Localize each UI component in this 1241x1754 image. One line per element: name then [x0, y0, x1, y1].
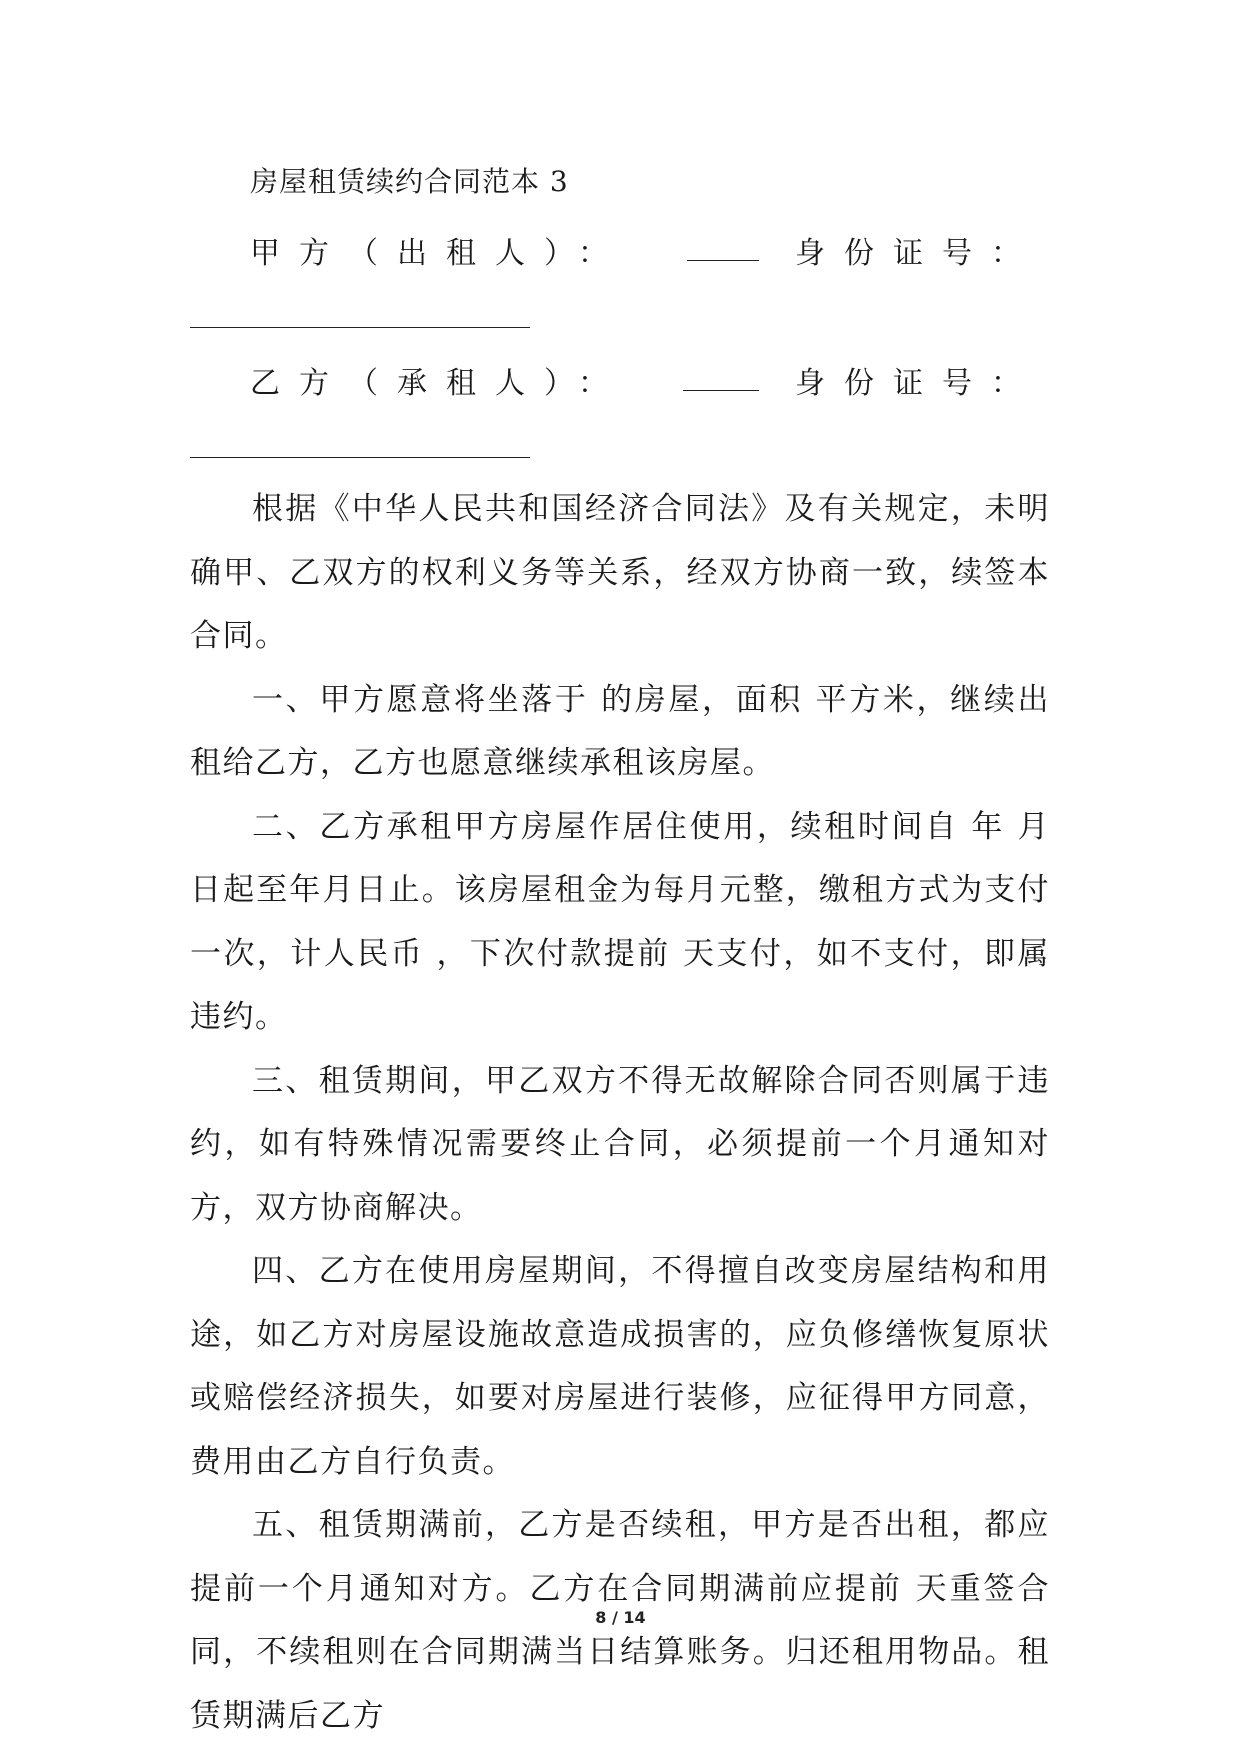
party-b-name-blank	[683, 370, 759, 391]
party-a-name-blank	[687, 240, 759, 261]
page-number: 8 / 14	[595, 1608, 646, 1627]
paragraph-clause-2: 二、乙方承租甲方房屋作居住使用，续租时间自 年 月 日起至年月日止。该房屋租金为每月元整，缴租方式为支付一次，计人民币 ，下次付款提前 天支付，如不支付，即属违约。	[190, 808, 1050, 1035]
party-a-label: 甲方（出租人）：	[250, 236, 627, 271]
party-b-id-blank	[190, 457, 530, 458]
contract-body	[190, 478, 1050, 1748]
paragraph-clause-1: 一、甲方愿意将坐落于 的房屋，面积 平方米，继续出租给乙方，乙方也愿意继续承租该房屋。	[190, 681, 1050, 781]
document-title: 房屋租赁续约合同范本 3	[250, 165, 569, 198]
party-a-line	[250, 228, 1040, 272]
paragraph-clause-4: 四、乙方在使用房屋期间，不得擅自改变房屋结构和用途，如乙方对房屋设施故意造成损害的，应负修缮恢复原状或赔偿经济损失，如要对房屋进行装修，应征得甲方同意，费用由乙方自行负责。	[190, 1253, 1050, 1480]
paragraph-clause-3: 三、租赁期间，甲乙双方不得无故解除合同否则属于违约，如有特殊情况需要终止合同，必须提前一个月通知对方，双方协商解决。	[190, 1062, 1050, 1226]
party-a-id-label: 身份证号：	[795, 236, 1040, 271]
paragraph-preamble: 根据《中华人民共和国经济合同法》及有关规定，未明确甲、乙双方的权利义务等关系，经双方协商一致，续签本合同。	[190, 491, 1050, 654]
paragraph-clause-5: 五、租赁期满前，乙方是否续租，甲方是否出租，都应提前一个月通知对方。乙方在合同期满前应提前 天重签合同，不续租则在合同期满当日结算账务。归还租用物品。租赁期满后乙方	[190, 1507, 1050, 1734]
party-b-id-label: 身份证号：	[795, 366, 1040, 401]
party-a-id-blank	[190, 327, 530, 328]
party-b-label: 乙方（承租人）：	[250, 366, 627, 401]
party-b-line	[250, 358, 1040, 402]
